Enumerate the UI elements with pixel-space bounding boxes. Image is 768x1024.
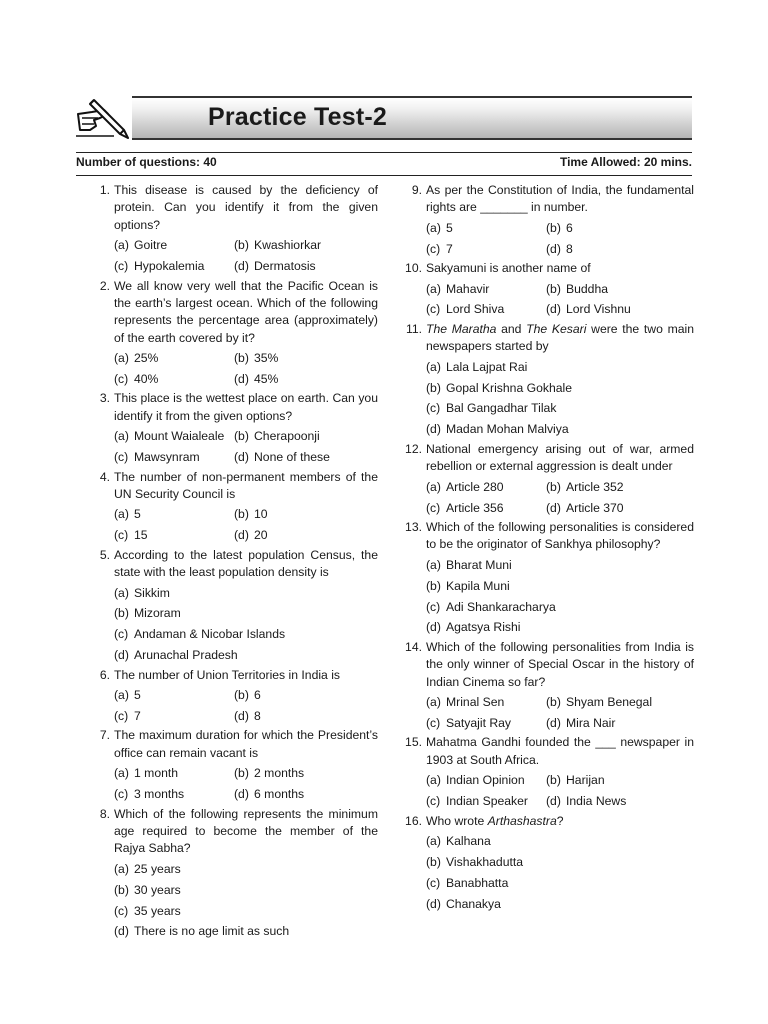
- answer-option: (d) 45%: [234, 372, 279, 387]
- question-10: [406, 260, 694, 319]
- answer-option: (a) Mrinal Sen: [426, 695, 505, 710]
- answer-option: (d) 8: [546, 241, 573, 256]
- question-count: Number of questions: 40: [76, 155, 217, 169]
- answer-options: [114, 861, 378, 941]
- question-text: The maximum duration for which the President’s office can remain vacant is: [114, 728, 378, 760]
- answer-option: (d) Mira Nair: [546, 715, 616, 730]
- page-title: Practice Test-2: [208, 103, 388, 131]
- answer-options: [114, 350, 378, 388]
- answer-options: [114, 765, 378, 803]
- answer-option: (c) 7: [114, 708, 141, 723]
- question-text: Who wrote Arthashastra?: [426, 813, 564, 828]
- left-question-column: [94, 182, 378, 943]
- question-15: [406, 734, 694, 810]
- answer-option: (d) Madan Mohan Malviya: [426, 422, 569, 437]
- page-header: [74, 96, 694, 142]
- answer-option: (b) Kwashiorkar: [234, 238, 322, 253]
- right-question-column: [406, 182, 694, 915]
- answer-option: (a) 5: [426, 220, 453, 235]
- answer-option: (b) Article 352: [546, 479, 624, 494]
- answer-option: (d) 20: [234, 528, 268, 543]
- question-16: [406, 813, 694, 914]
- question-text: The number of non-permanent members of the UN Security Council is: [114, 469, 378, 501]
- question-number: 13.: [405, 519, 422, 534]
- answer-option: (c) Lord Shiva: [426, 302, 505, 317]
- answer-options: [426, 220, 694, 258]
- answer-option: (b) Cherapoonji: [234, 429, 320, 444]
- answer-options: [114, 428, 378, 466]
- question-text: Which of the following represents the minimum age required to become the member of the Rajya Sabha?: [114, 806, 378, 856]
- writing-hand-icon: [74, 96, 132, 140]
- question-text: This disease is caused by the deficiency of protein. Can you identify it from the given options?: [114, 183, 378, 232]
- answer-options: [426, 833, 694, 913]
- answer-options: [426, 557, 694, 637]
- answer-option: (a) 1 month: [114, 766, 179, 781]
- question-2: [94, 278, 378, 389]
- question-number: 3.: [99, 391, 110, 406]
- answer-option: (d) Dermatosis: [234, 259, 316, 274]
- answer-option: (b) 6: [546, 220, 573, 235]
- question-8: [94, 806, 378, 941]
- question-number: 15.: [405, 735, 422, 750]
- question-text: We all know very well that the Pacific Ocean is the earth’s largest ocean. Which of the following represents the percentage area (approximately) of the earth covered by it?: [114, 278, 378, 345]
- question-6: [94, 667, 378, 726]
- answer-option: (c) 15: [114, 528, 148, 543]
- question-text: The number of Union Territories in India is: [114, 667, 341, 682]
- answer-option: (b) Harijan: [546, 773, 605, 788]
- answer-option: (d) None of these: [234, 450, 330, 465]
- answer-option: (b) 10: [234, 507, 268, 522]
- question-number: 1.: [99, 183, 110, 197]
- question-text: According to the latest population Census, the state with the least population density is: [114, 547, 378, 580]
- answer-option: (a) 25 years: [114, 861, 181, 876]
- answer-option: (a) Mahavir: [426, 281, 490, 296]
- answer-option: (b) 35%: [234, 351, 279, 366]
- question-7: [94, 727, 378, 803]
- title-bar: [132, 96, 692, 140]
- question-number: 9.: [411, 183, 422, 197]
- answer-option: (a) Article 280: [426, 479, 504, 494]
- question-number: 2.: [99, 278, 110, 293]
- question-5: [94, 547, 378, 665]
- answer-option: (c) Article 356: [426, 500, 504, 515]
- answer-option: (d) Agatsya Rishi: [426, 620, 521, 635]
- answer-options: [114, 506, 378, 544]
- answer-option: (b) Vishakhadutta: [426, 854, 524, 869]
- answer-options: [114, 237, 378, 275]
- answer-option: (b) Gopal Krishna Gokhale: [426, 380, 573, 395]
- answer-option: (a) Sikkim: [114, 585, 170, 600]
- answer-option: (a) Kalhana: [426, 833, 491, 848]
- question-number: 8.: [99, 806, 110, 821]
- test-info-row: [76, 152, 692, 176]
- question-1: [94, 182, 378, 276]
- question-text: Sakyamuni is another name of: [426, 261, 591, 276]
- answer-options: [426, 281, 694, 319]
- question-number: 10.: [405, 261, 422, 276]
- question-number: 16.: [405, 813, 422, 828]
- answer-option: (d) Arunachal Pradesh: [114, 648, 238, 663]
- answer-option: (a) 5: [114, 688, 141, 703]
- answer-option: (c) Bal Gangadhar Tilak: [426, 401, 557, 416]
- answer-option: (b) 30 years: [114, 882, 181, 897]
- question-text: As per the Constitution of India, the fundamental rights are _______ in number.: [426, 183, 694, 215]
- question-9: [406, 182, 694, 258]
- question-4: [94, 469, 378, 545]
- answer-option: (b) 6: [234, 688, 261, 703]
- question-12: [406, 441, 694, 517]
- answer-options: [426, 359, 694, 439]
- answer-option: (d) Article 370: [546, 500, 624, 515]
- answer-option: (a) 5: [114, 507, 141, 522]
- answer-option: (c) Hypokalemia: [114, 259, 205, 274]
- answer-option: (b) Buddha: [546, 281, 609, 296]
- question-text: The Maratha and The Kesari were the two main newspapers started by: [426, 321, 694, 354]
- answer-option: (d) Lord Vishnu: [546, 302, 631, 317]
- answer-option: (d) Chanakya: [426, 896, 501, 911]
- answer-option: (c) Indian Speaker: [426, 794, 528, 809]
- answer-option: (b) Mizoram: [114, 606, 181, 621]
- answer-option: (c) Adi Shankaracharya: [426, 599, 556, 614]
- answer-options: [114, 585, 378, 665]
- answer-option: (c) Andaman & Nicobar Islands: [114, 627, 286, 642]
- question-text: Which of the following personalities from India is the only winner of Special Oscar in the history of Indian Cinema so far?: [426, 639, 694, 689]
- question-text: Which of the following personalities is considered to be the originator of Sankhya philosophy?: [426, 519, 694, 552]
- question-number: 11.: [405, 321, 422, 336]
- answer-option: (b) 2 months: [234, 766, 305, 781]
- question-number: 5.: [99, 547, 110, 562]
- answer-option: (c) Banabhatta: [426, 875, 509, 890]
- question-text: This place is the wettest place on earth. Can you identify it from the given options?: [114, 391, 378, 423]
- question-number: 6.: [99, 667, 110, 682]
- answer-option: (a) Goitre: [114, 238, 168, 253]
- answer-option: (a) Mount Waialeale: [114, 429, 225, 444]
- time-allowed: Time Allowed: 20 mins.: [559, 155, 692, 169]
- answer-option: (c) 35 years: [114, 903, 181, 918]
- answer-options: [114, 687, 378, 725]
- answer-option: (d) There is no age limit as such: [114, 924, 290, 939]
- question-11: [406, 321, 694, 439]
- question-3: [94, 390, 378, 466]
- answer-options: [426, 479, 694, 517]
- answer-options: [426, 694, 694, 732]
- answer-option: (d) 8: [234, 708, 261, 723]
- question-number: 12.: [405, 441, 422, 456]
- question-number: 4.: [99, 469, 110, 484]
- answer-option: (d) India News: [546, 794, 627, 809]
- answer-option: (c) Satyajit Ray: [426, 715, 512, 730]
- answer-option: (b) Kapila Muni: [426, 578, 510, 593]
- question-14: [406, 639, 694, 733]
- answer-option: (d) 6 months: [234, 787, 305, 802]
- question-13: [406, 519, 694, 637]
- answer-option: (a) 25%: [114, 351, 159, 366]
- question-number: 14.: [405, 639, 422, 654]
- answer-option: (a) Indian Opinion: [426, 773, 525, 788]
- answer-option: (a) Lala Lajpat Rai: [426, 359, 528, 374]
- question-text: National emergency arising out of war, armed rebellion or external aggression is dealt under: [426, 441, 694, 474]
- question-number: 7.: [99, 728, 110, 743]
- question-text: Mahatma Gandhi founded the ___ newspaper in 1903 at South Africa.: [426, 735, 694, 767]
- answer-options: [426, 772, 694, 810]
- answer-option: (c) Mawsynram: [114, 450, 200, 465]
- answer-option: (c) 7: [426, 241, 453, 256]
- answer-option: (a) Bharat Muni: [426, 557, 512, 572]
- answer-option: (b) Shyam Benegal: [546, 695, 653, 710]
- answer-option: (c) 3 months: [114, 787, 185, 802]
- answer-option: (c) 40%: [114, 372, 159, 387]
